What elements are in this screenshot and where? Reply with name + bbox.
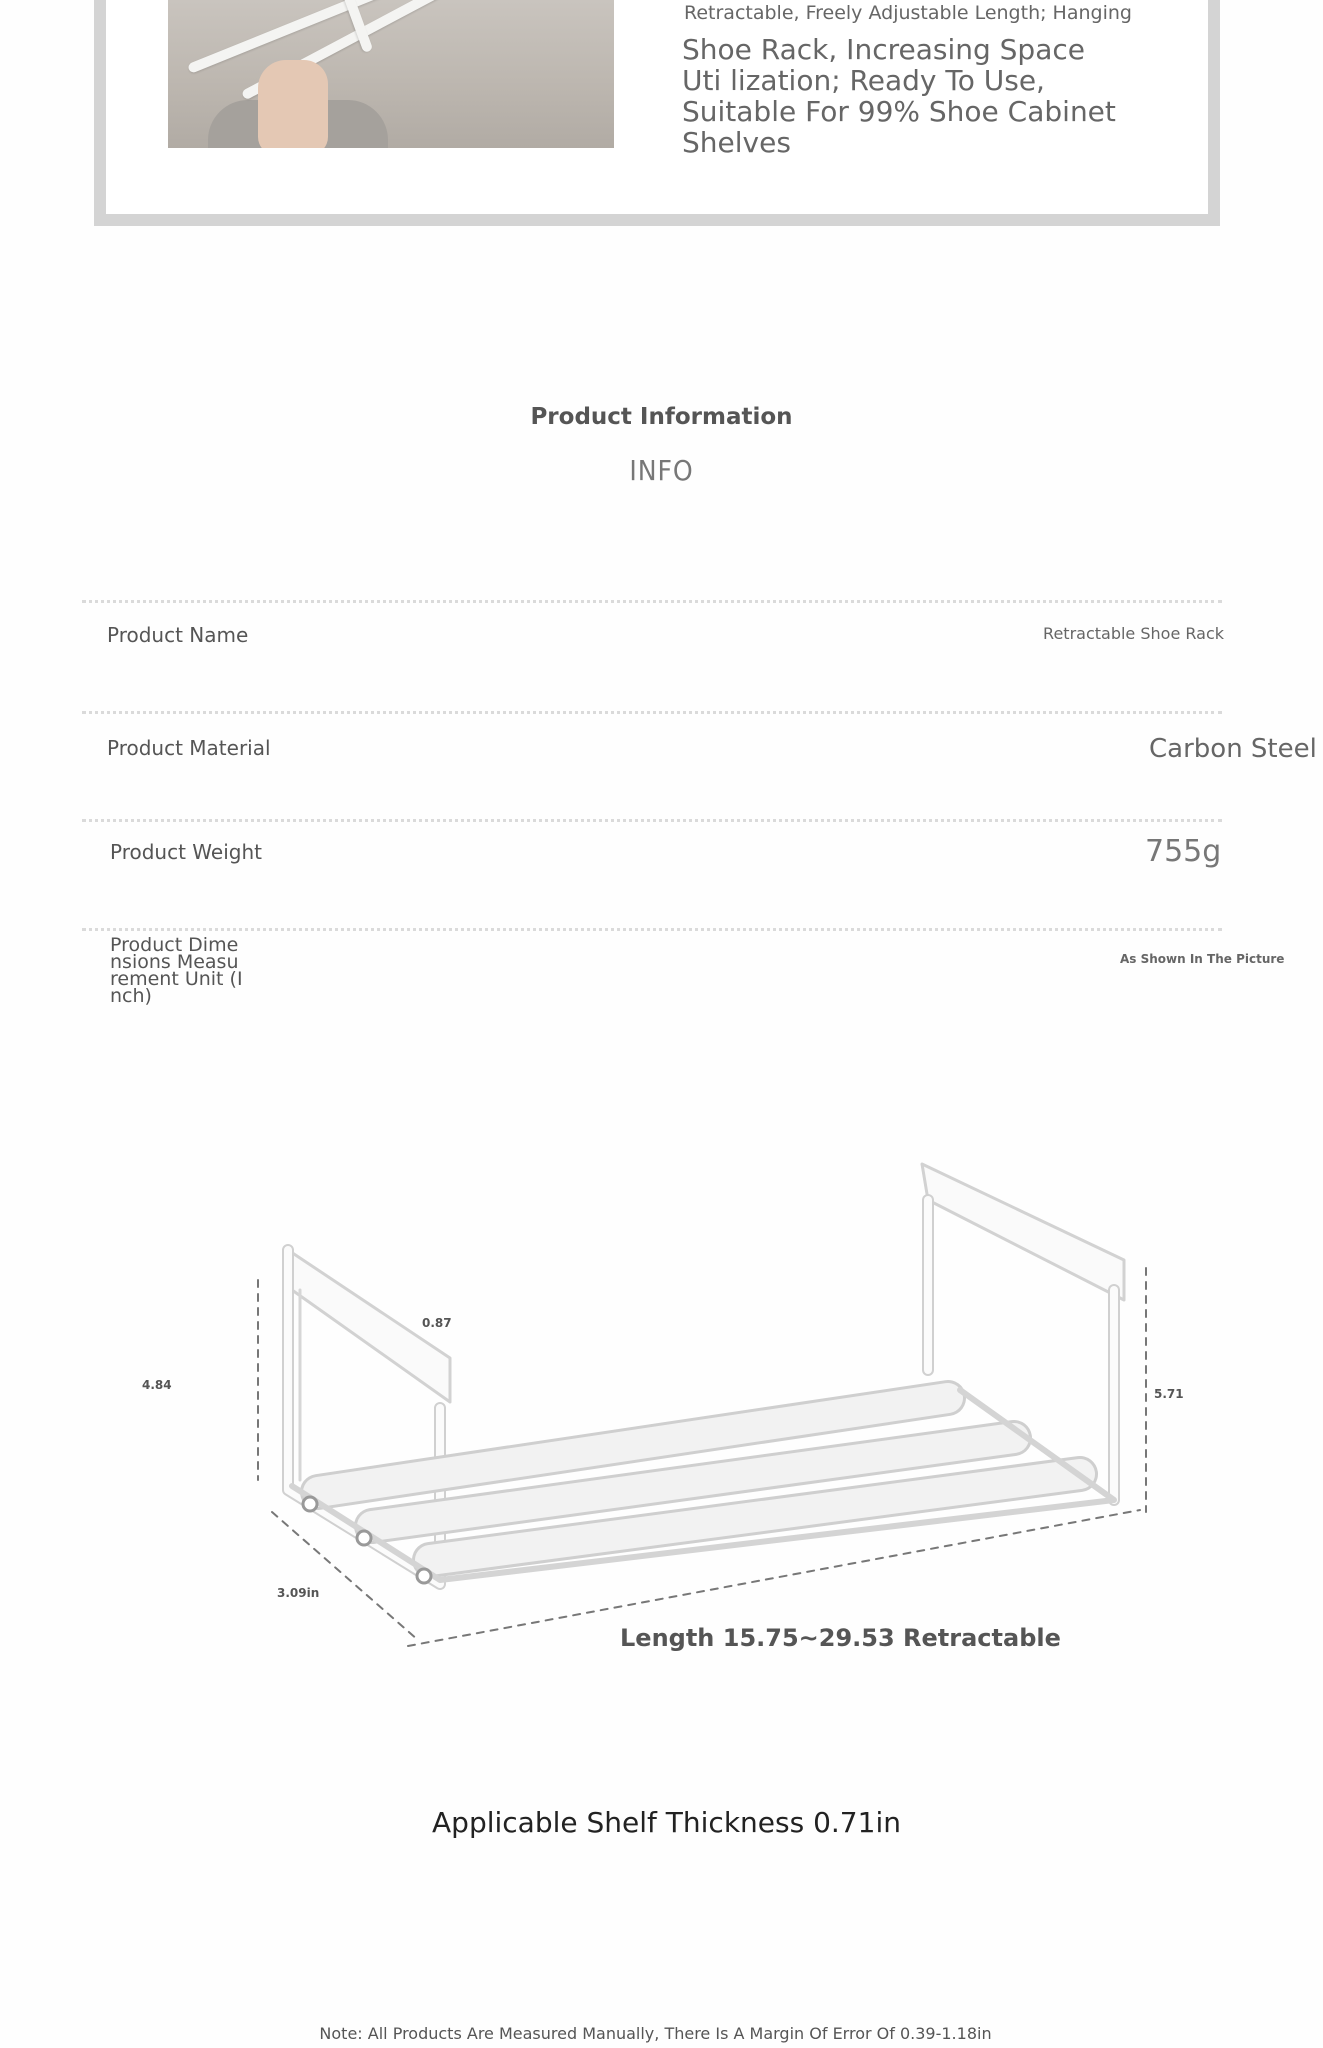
row-divider	[82, 819, 1222, 822]
product-photo	[168, 0, 614, 148]
shoe-rack-diagram	[0, 1140, 1323, 1680]
product-dimensions-value: As Shown In The Picture	[1120, 952, 1285, 966]
row-divider	[82, 600, 1222, 603]
dimension-left-height-label: 4.84	[142, 1378, 172, 1392]
product-material-value: Carbon Steel	[1149, 734, 1317, 764]
row-divider	[82, 928, 1222, 931]
product-dimensions-label: Product Dime nsions Measu rement Unit (I nch)	[110, 934, 243, 1007]
section-subtitle: INFO	[629, 454, 694, 487]
dimension-right-height-label: 5.71	[1154, 1387, 1184, 1401]
dimension-depth-label: 3.09in	[277, 1586, 320, 1600]
feature-subheading: Retractable, Freely Adjustable Length; Hanging	[684, 2, 1132, 24]
dimension-width-label: 0.87	[422, 1316, 452, 1330]
section-title: Product Information	[530, 404, 793, 430]
product-weight-label: Product Weight	[110, 840, 262, 864]
shelf-thickness-text: Applicable Shelf Thickness 0.71in	[432, 1806, 901, 1839]
row-divider	[82, 711, 1222, 714]
product-name-value: Retractable Shoe Rack	[1043, 624, 1224, 643]
product-name-label: Product Name	[107, 623, 249, 647]
product-material-label: Product Material	[107, 736, 271, 760]
length-label: Length 15.75~29.53 Retractable	[620, 1624, 1061, 1652]
measurement-note: Note: All Products Are Measured Manually, There Is A Margin Of Error Of 0.39-1.18in	[319, 2024, 992, 2043]
product-weight-value: 755g	[1145, 834, 1222, 869]
feature-description: Shoe Rack, Increasing Space Uti lization; Ready To Use, Suitable For 99% Shoe Cabinet Shelves	[682, 33, 1116, 159]
